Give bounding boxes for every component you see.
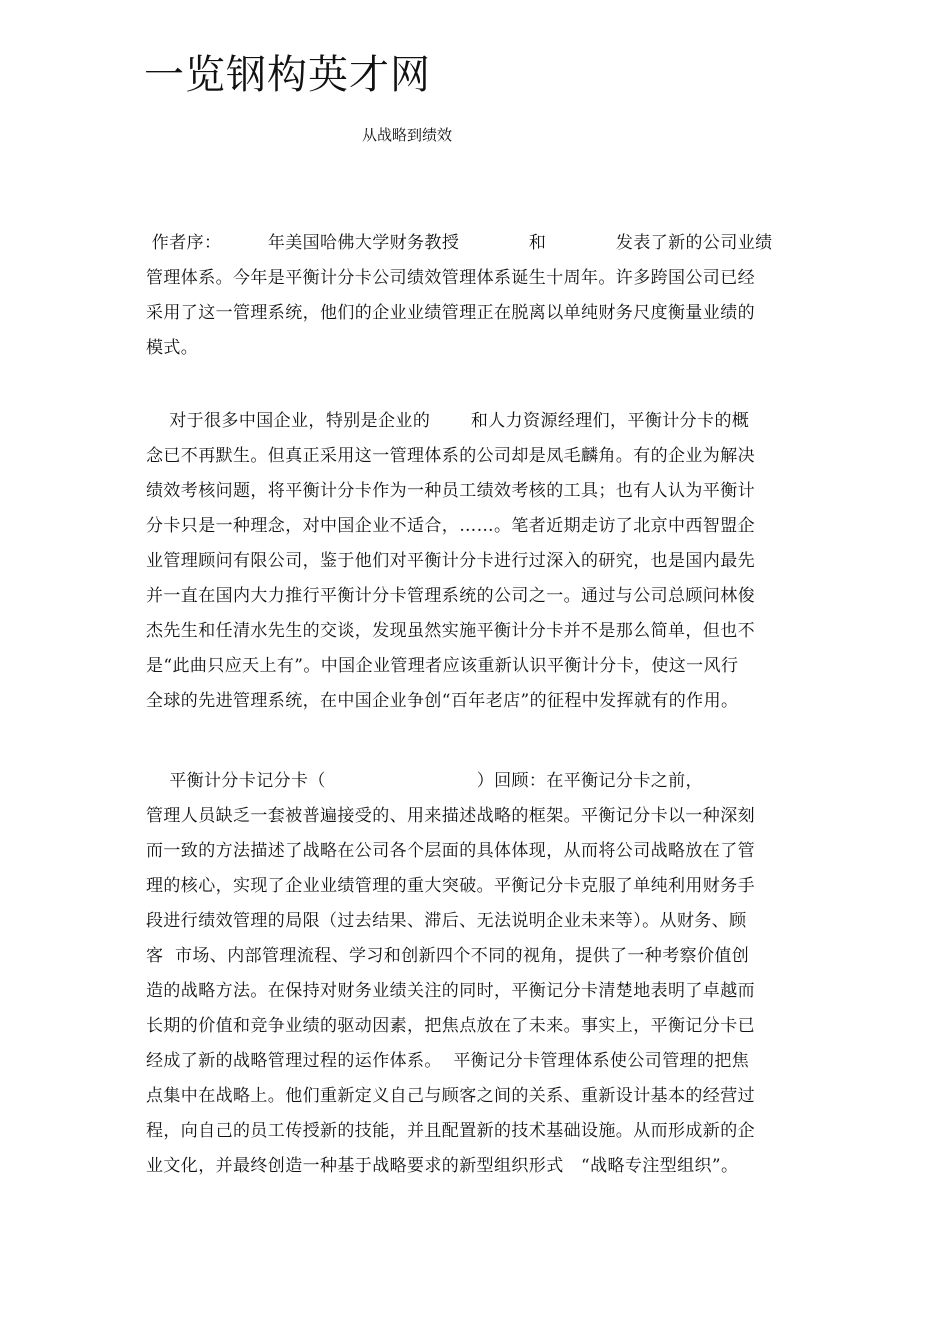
balanced-scorecard-review-paragraph: [146, 764, 818, 1184]
text-line: 是“此曲只应天上有”。中国企业管理者应该重新认识平衡计分卡，使这一风行: [146, 656, 739, 676]
preface-paragraph: [146, 226, 818, 366]
china-enterprise-paragraph: [146, 404, 818, 719]
text-line: 理的核心，实现了企业业绩管理的重大突破。平衡记分卡克服了单纯利用财务手: [146, 876, 755, 896]
text-line: 绩效考核问题，将平衡计分卡作为一种员工绩效考核的工具；也有人认为平衡计: [146, 481, 755, 501]
text-line: 念已不再默生。但真正采用这一管理体系的公司却是凤毛麟角。有的企业为解决: [146, 446, 755, 466]
text-line: 管理人员缺乏一套被普遍接受的、用来描述战略的框架。平衡记分卡以一种深刻: [146, 806, 755, 826]
text-line: 经成了新的战略管理过程的运作体系。 平衡记分卡管理体系使公司管理的把焦: [146, 1051, 750, 1071]
text-line: 对于很多中国企业，特别是企业的 和人力资源经理们，平衡计分卡的概: [146, 411, 750, 431]
text-line: 分卡只是一种理念，对中国企业不适合，……。笔者近期走访了北京中西智盟企: [146, 516, 755, 536]
text-line: 采用了这一管理系统，他们的企业业绩管理正在脱离以单纯财务尺度衡量业绩的: [146, 303, 755, 323]
text-line: 全球的先进管理系统，在中国企业争创“百年老店”的征程中发挥就有的作用。: [146, 691, 739, 711]
text-line: 业管理顾问有限公司，鉴于他们对平衡计分卡进行过深入的研究，也是国内最先: [146, 551, 755, 571]
text-line: 客 市场、内部管理流程、学习和创新四个不同的视角，提供了一种考察价值创: [146, 946, 750, 966]
text-line: 杰先生和任清水先生的交谈，发现虽然实施平衡计分卡并不是那么简单，但也不: [146, 621, 755, 641]
text-line: 造的战略方法。在保持对财务业绩关注的同时，平衡记分卡清楚地表明了卓越而: [146, 981, 755, 1001]
text-line: 段进行绩效管理的局限（过去结果、滞后、无法说明企业未来等）。从财务、顾: [146, 911, 747, 931]
text-line: 模式。: [146, 338, 199, 358]
text-line: 长期的价值和竞争业绩的驱动因素，把焦点放在了未来。事实上，平衡记分卡已: [146, 1016, 755, 1036]
text-line: 管理体系。今年是平衡计分卡公司绩效管理体系诞生十周年。许多跨国公司已经: [146, 268, 755, 288]
site-title: 一览钢构英才网: [144, 52, 431, 98]
text-line: 而一致的方法描述了战略在公司各个层面的具体体现，从而将公司战略放在了管: [146, 841, 755, 861]
text-line: 业文化，并最终创造一种基于战略要求的新型组织形式 “战略专注型组织”。: [146, 1156, 739, 1176]
text-line: 平衡计分卡记分卡（ ）回顾：在平衡记分卡之前，: [146, 771, 703, 791]
text-line: 并一直在国内大力推行平衡计分卡管理系统的公司之一。通过与公司总顾问林俊: [146, 586, 755, 606]
document-subtitle: 从战略到绩效: [362, 126, 453, 144]
text-line: 点集中在战略上。他们重新定义自己与顾客之间的关系、重新设计基本的经营过: [146, 1086, 755, 1106]
text-line: 作者序： 年美国哈佛大学财务教授 和 发表了新的公司业绩: [146, 233, 773, 253]
text-line: 程，向自己的员工传授新的技能，并且配置新的技术基础设施。从而形成新的企: [146, 1121, 755, 1141]
